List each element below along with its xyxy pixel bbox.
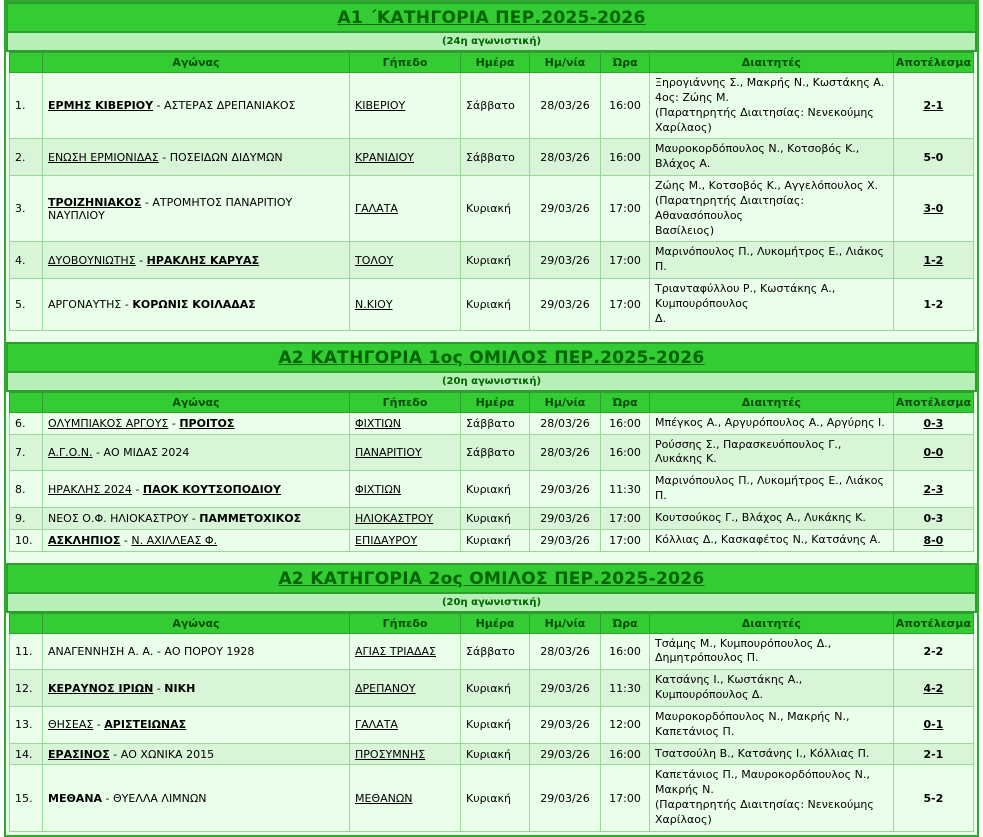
venue-cell (350, 279, 461, 331)
home-team[interactable]: ΕΝΩΣΗ ΕΡΜΙΟΝΙΔΑΣ (48, 150, 159, 164)
referees-cell (650, 242, 894, 279)
row-number: 2. (10, 139, 43, 176)
column-header-4: Ημ/νία (530, 613, 601, 633)
away-team[interactable]: ΑΟ ΧΩΝΙΚΑ 2015 (120, 747, 215, 761)
home-team[interactable]: ΗΡΑΚΛΗΣ 2024 (48, 482, 132, 496)
time-cell: 12:00 (601, 706, 650, 743)
referees-cell (650, 73, 894, 139)
venue-cell (350, 242, 461, 279)
referees-cell (650, 670, 894, 707)
column-header-5: Ώρα (601, 613, 650, 633)
referee-line: Μπέγκος Α., Αργυρόπουλος Α., Αργύρης Ι. (655, 415, 885, 429)
referee-line: Ζώης Μ., Κοτσοβός Κ., Αγγελόπουλος Χ. (655, 179, 878, 193)
row-number: 8. (10, 471, 43, 508)
column-header-0 (10, 53, 43, 73)
venue-link[interactable]: ΓΑΛΑΤΑ (355, 202, 398, 216)
row-number: 6. (10, 412, 43, 434)
home-team[interactable]: ΟΛΥΜΠΙΑΚΟΣ ΑΡΓΟΥΣ (48, 416, 169, 430)
referees-cell (650, 765, 894, 831)
venue-link[interactable]: ΦΙΧΤΙΩΝ (355, 416, 402, 430)
result-value: 2-3 (923, 482, 944, 496)
home-team[interactable]: ΕΡΑΣΙΝΟΣ (48, 747, 110, 761)
day-cell: Κυριακή (461, 507, 530, 529)
home-team[interactable]: ΕΡΜΗΣ ΚΙΒΕΡΙΟΥ (48, 99, 154, 113)
venue-link[interactable]: Ν.ΚΙΟΥ (355, 297, 393, 311)
column-header-2: Γήπεδο (350, 613, 461, 633)
day-cell: Κυριακή (461, 529, 530, 551)
referees-cell (650, 529, 894, 551)
result-value: 0-3 (923, 416, 944, 430)
time-cell: 16:00 (601, 434, 650, 471)
results-table (9, 52, 974, 331)
venue-link[interactable]: ΗΛΙΟΚΑΣΤΡΟΥ (355, 511, 434, 525)
team-separator: - (121, 297, 133, 311)
result-cell (893, 743, 973, 765)
result-value: 5-0 (923, 150, 944, 164)
column-header-3: Ημέρα (461, 53, 530, 73)
result-value: 2-2 (923, 644, 944, 658)
date-cell: 29/03/26 (530, 706, 601, 743)
home-team[interactable]: ΑΣΚΛΗΠΙΟΣ (48, 533, 121, 547)
column-header-7: Αποτέλεσμα (893, 53, 973, 73)
match-cell (43, 242, 350, 279)
referee-line: (Παρατηρητής Διαιτησίας: Νενεκούμης Χαρίλαος) (655, 798, 874, 826)
results-table (9, 392, 974, 552)
referee-line: 4ος: Ζώης Μ. (655, 90, 730, 104)
row-number: 12. (10, 670, 43, 707)
team-separator: - (109, 747, 121, 761)
referees-cell (650, 139, 894, 176)
home-team[interactable]: ΜΕΘΑΝΑ (48, 791, 103, 805)
day-cell: Κυριακή (461, 670, 530, 707)
result-value: 1-2 (923, 297, 944, 311)
venue-cell (350, 507, 461, 529)
result-cell (893, 279, 973, 331)
result-cell (893, 139, 973, 176)
row-number: 1. (10, 73, 43, 139)
team-separator: - (158, 150, 170, 164)
column-header-4: Ημ/νία (530, 53, 601, 73)
row-number: 3. (10, 176, 43, 242)
day-cell: Κυριακή (461, 279, 530, 331)
result-cell (893, 706, 973, 743)
section-title-text: Α2 ΚΑΤΗΓΟΡΙΑ 1ος ΟΜΙΛΟΣ ΠΕΡ.2025-2026 (278, 347, 705, 368)
result-value: 0-0 (923, 445, 944, 459)
referee-line: Μαρινόπουλος Π., Λυκομήτρος Ε., Λιάκος Π. (655, 474, 884, 503)
result-cell (893, 529, 973, 551)
away-team[interactable]: ΘΥΕΛΛΑ ΛΙΜΝΩΝ (113, 791, 207, 805)
referee-line: (Παρατηρητής Διαιτησίας: Αθανασόπουλος (655, 193, 805, 222)
date-cell: 29/03/26 (530, 670, 601, 707)
matchday-label: (20η αγωνιστική) (6, 594, 977, 613)
venue-cell (350, 633, 461, 670)
referees-cell (650, 412, 894, 434)
time-cell: 11:30 (601, 471, 650, 508)
table-row (10, 139, 974, 176)
date-cell: 28/03/26 (530, 73, 601, 139)
section-title-text: Α2 ΚΑΤΗΓΟΡΙΑ 2ος ΟΜΙΛΟΣ ΠΕΡ.2025-2026 (278, 568, 705, 589)
result-cell (893, 176, 973, 242)
home-team[interactable]: ΑΡΓΟΝΑΥΤΗΣ (48, 297, 122, 311)
venue-link[interactable]: ΦΙΧΤΙΩΝ (355, 482, 402, 496)
result-value: 5-2 (923, 791, 944, 805)
home-team[interactable]: ΘΗΣΕΑΣ (48, 718, 94, 732)
match-cell (43, 743, 350, 765)
table-row (10, 73, 974, 139)
referees-cell (650, 743, 894, 765)
column-header-7: Αποτέλεσμα (893, 392, 973, 412)
result-cell (893, 412, 973, 434)
referee-line: Ρούσσης Σ., Παρασκευόπουλος Γ., Λυκάκης Κ. (655, 437, 842, 466)
match-cell (43, 73, 350, 139)
date-cell: 28/03/26 (530, 434, 601, 471)
match-cell (43, 139, 350, 176)
table-header-row (10, 53, 974, 73)
venue-cell (350, 434, 461, 471)
column-header-5: Ώρα (601, 392, 650, 412)
venue-cell (350, 73, 461, 139)
time-cell: 16:00 (601, 412, 650, 434)
away-team[interactable]: Ν. ΑΧΙΛΛΕΑΣ Φ. (131, 533, 218, 547)
referees-cell (650, 434, 894, 471)
result-cell (893, 670, 973, 707)
table-row (10, 529, 974, 551)
date-cell: 29/03/26 (530, 765, 601, 831)
column-header-0 (10, 613, 43, 633)
away-team[interactable]: ΠΑΟΚ ΚΟΥΤΣΟΠΟΔΙΟΥ (142, 482, 281, 496)
team-separator: - (153, 681, 165, 695)
team-separator: - (92, 445, 104, 459)
league-section (6, 563, 977, 835)
row-number: 14. (10, 743, 43, 765)
row-number: 4. (10, 242, 43, 279)
table-row (10, 279, 974, 331)
result-cell (893, 471, 973, 508)
day-cell: Κυριακή (461, 706, 530, 743)
column-header-2: Γήπεδο (350, 53, 461, 73)
referee-line: Καπετάνιος Π., Μαυροκορδόπουλος Ν., Μακρής Ν. (655, 768, 870, 797)
away-team[interactable]: ΝΙΚΗ (164, 681, 196, 695)
away-team[interactable]: ΑΟ ΜΙΔΑΣ 2024 (103, 445, 190, 459)
table-row (10, 412, 974, 434)
table-row (10, 706, 974, 743)
date-cell: 28/03/26 (530, 412, 601, 434)
result-value: 0-1 (923, 718, 944, 732)
venue-link[interactable]: ΚΙΒΕΡΙΟΥ (355, 99, 406, 113)
referees-cell (650, 471, 894, 508)
venue-cell (350, 176, 461, 242)
column-header-1: Αγώνας (43, 613, 350, 633)
away-team[interactable]: ΠΡΟΙΤΟΣ (179, 416, 235, 430)
team-separator: - (188, 511, 200, 525)
referees-cell (650, 633, 894, 670)
match-cell (43, 529, 350, 551)
league-section (6, 2, 977, 334)
time-cell: 11:30 (601, 670, 650, 707)
match-cell (43, 412, 350, 434)
column-header-1: Αγώνας (43, 53, 350, 73)
date-cell: 29/03/26 (530, 507, 601, 529)
venue-cell (350, 139, 461, 176)
row-number: 11. (10, 633, 43, 670)
venue-link[interactable]: ΕΠΙΔΑΥΡΟΥ (355, 533, 418, 547)
referee-line: Τσατσούλη Β., Κατσάνης Ι., Κόλλιας Π. (655, 746, 870, 760)
result-cell (893, 633, 973, 670)
team-separator: - (168, 416, 180, 430)
row-number: 5. (10, 279, 43, 331)
column-header-2: Γήπεδο (350, 392, 461, 412)
table-row (10, 507, 974, 529)
team-separator: - (141, 195, 153, 209)
referee-line: Τριανταφύλλου Ρ., Κωστάκης Α., Κυμπουρόπουλος (655, 282, 836, 310)
sections-container (6, 2, 977, 835)
result-cell (893, 73, 973, 139)
result-cell (893, 434, 973, 471)
referee-line: Ξηρογιάννης Σ., Μακρής Ν., Κωστάκης Α. (655, 76, 885, 89)
results-page (4, 0, 979, 837)
home-team[interactable]: ΝΕΟΣ Ο.Φ. ΗΛΙΟΚΑΣΤΡΟΥ (48, 511, 189, 525)
match-cell (43, 176, 350, 242)
result-cell (893, 765, 973, 831)
referee-line: (Παρατηρητής Διαιτησίας: Νενεκούμης Χαρίλαος) (655, 105, 874, 134)
venue-cell (350, 706, 461, 743)
section-title (6, 342, 977, 373)
date-cell: 29/03/26 (530, 471, 601, 508)
result-value: 8-0 (923, 533, 944, 547)
day-cell: Σάββατο (461, 434, 530, 471)
day-cell: Κυριακή (461, 743, 530, 765)
venue-link[interactable]: ΚΡΑΝΙΔΙΟΥ (355, 150, 414, 164)
venue-link[interactable]: ΓΑΛΑΤΑ (355, 718, 398, 732)
time-cell: 16:00 (601, 633, 650, 670)
column-header-6: Διαιτητές (650, 392, 894, 412)
referees-cell (650, 706, 894, 743)
time-cell: 17:00 (601, 176, 650, 242)
away-team[interactable]: ΑΣΤΕΡΑΣ ΔΡΕΠΑΝΙΑΚΟΣ (164, 99, 296, 113)
venue-cell (350, 743, 461, 765)
time-cell: 17:00 (601, 529, 650, 551)
result-value: 2-1 (923, 99, 944, 113)
venue-link[interactable]: ΤΟΛΟΥ (355, 253, 394, 267)
date-cell: 29/03/26 (530, 242, 601, 279)
date-cell: 28/03/26 (530, 633, 601, 670)
table-row (10, 743, 974, 765)
team-separator: - (135, 253, 147, 267)
table-row (10, 434, 974, 471)
result-value: 0-3 (923, 511, 944, 525)
table-row (10, 176, 974, 242)
referees-cell (650, 176, 894, 242)
column-header-4: Ημ/νία (530, 392, 601, 412)
column-header-3: Ημέρα (461, 613, 530, 633)
match-cell (43, 507, 350, 529)
section-spacer (6, 334, 977, 342)
referee-line: Κόλλιας Δ., Κασκαφέτος Ν., Κατσάνης Α. (655, 532, 881, 546)
date-cell: 29/03/26 (530, 529, 601, 551)
date-cell: 28/03/26 (530, 139, 601, 176)
table-header-row (10, 613, 974, 633)
column-header-0 (10, 392, 43, 412)
venue-cell (350, 412, 461, 434)
venue-cell (350, 471, 461, 508)
day-cell: Κυριακή (461, 765, 530, 831)
match-cell (43, 706, 350, 743)
time-cell: 16:00 (601, 743, 650, 765)
date-cell: 29/03/26 (530, 176, 601, 242)
matchday-label: (24η αγωνιστική) (6, 33, 977, 52)
referee-line: Μαυροκορδόπουλος Ν., Κοτσοβός Κ., Βλάχος Α. (655, 142, 860, 171)
section-title-text: Α1 ΄ΚΑΤΗΓΟΡΙΑ ΠΕΡ.2025-2026 (337, 8, 646, 28)
time-cell: 17:00 (601, 507, 650, 529)
home-team[interactable]: ΔΥΟΒΟΥΝΙΩΤΗΣ (48, 253, 136, 267)
section-title (6, 563, 977, 594)
match-cell (43, 670, 350, 707)
match-cell (43, 765, 350, 831)
table-row (10, 670, 974, 707)
day-cell: Σάββατο (461, 412, 530, 434)
section-spacer (6, 555, 977, 563)
table-row (10, 471, 974, 508)
day-cell: Κυριακή (461, 471, 530, 508)
away-team[interactable]: ΗΡΑΚΛΗΣ ΚΑΡΥΑΣ (146, 253, 260, 267)
table-row (10, 242, 974, 279)
match-cell (43, 279, 350, 331)
match-cell (43, 471, 350, 508)
results-table (9, 613, 974, 832)
column-header-7: Αποτέλεσμα (893, 613, 973, 633)
table-row (10, 633, 974, 670)
match-cell (43, 434, 350, 471)
away-team[interactable]: ΑΤΡΟΜΗΤΟΣ ΠΑΝΑΡΙΤΙΟΥ ΝΑΥΠΛΙΟΥ (48, 195, 293, 222)
team-separator: - (153, 99, 165, 113)
result-value: 1-2 (923, 253, 944, 267)
referee-line: Βασίλειος) (655, 223, 715, 237)
matchday-label: (20η αγωνιστική) (6, 373, 977, 392)
row-number: 10. (10, 529, 43, 551)
team-separator: - (153, 644, 165, 658)
row-number: 9. (10, 507, 43, 529)
venue-link[interactable]: ΠΡΟΣΥΜΝΗΣ (355, 747, 426, 761)
result-value: 2-1 (923, 747, 944, 761)
team-separator: - (120, 533, 132, 547)
time-cell: 17:00 (601, 765, 650, 831)
column-header-3: Ημέρα (461, 392, 530, 412)
team-separator: - (131, 482, 143, 496)
venue-link[interactable]: ΜΕΘΑΝΩΝ (355, 791, 413, 805)
away-team[interactable]: ΑΟ ΠΟΡΟΥ 1928 (164, 644, 255, 658)
venue-link[interactable]: ΔΡΕΠΑΝΟΥ (355, 681, 416, 695)
venue-link[interactable]: ΑΓΙΑΣ ΤΡΙΑΔΑΣ (355, 644, 436, 658)
venue-link[interactable]: ΠΑΝΑΡΙΤΙΟΥ (355, 445, 422, 459)
day-cell: Κυριακή (461, 176, 530, 242)
table-header-row (10, 392, 974, 412)
referee-line: Τσάμης Μ., Κυμπουρόπουλος Δ., Δημητρόπουλος Π. (655, 636, 832, 665)
away-team[interactable]: ΑΡΙΣΤΕΙΩΝΑΣ (104, 718, 187, 732)
away-team[interactable]: ΠΟΣΕΙΔΩΝ ΔΙΔΥΜΩΝ (169, 150, 283, 164)
venue-cell (350, 765, 461, 831)
table-row (10, 765, 974, 831)
day-cell: Σάββατο (461, 139, 530, 176)
result-cell (893, 507, 973, 529)
day-cell: Κυριακή (461, 242, 530, 279)
referee-line: Κουτσούκος Γ., Βλάχος Α., Λυκάκης Κ. (655, 510, 866, 524)
home-team[interactable]: ΑΝΑΓΕΝΝΗΣΗ Α. Α. (48, 644, 154, 658)
column-header-1: Αγώνας (43, 392, 350, 412)
time-cell: 16:00 (601, 73, 650, 139)
referee-line: Δ. (655, 311, 667, 325)
home-team[interactable]: Α.Γ.Ο.Ν. (48, 445, 93, 459)
league-section (6, 342, 977, 555)
time-cell: 17:00 (601, 242, 650, 279)
result-value: 4-2 (923, 681, 944, 695)
column-header-6: Διαιτητές (650, 613, 894, 633)
team-separator: - (102, 791, 114, 805)
referees-cell (650, 507, 894, 529)
venue-cell (350, 529, 461, 551)
date-cell: 29/03/26 (530, 279, 601, 331)
team-separator: - (93, 718, 105, 732)
home-team[interactable]: ΤΡΟΙΖΗΝΙΑΚΟΣ (48, 195, 142, 209)
row-number: 13. (10, 706, 43, 743)
referee-line: Μαρινόπουλος Π., Λυκομήτρος Ε., Λιάκος Π. (655, 245, 884, 274)
referees-cell (650, 279, 894, 331)
day-cell: Σάββατο (461, 633, 530, 670)
column-header-6: Διαιτητές (650, 53, 894, 73)
time-cell: 16:00 (601, 139, 650, 176)
match-cell (43, 633, 350, 670)
result-cell (893, 242, 973, 279)
row-number: 15. (10, 765, 43, 831)
away-team[interactable]: ΠΑΜΜΕΤΟΧΙΚΟΣ (199, 511, 302, 525)
result-value: 3-0 (923, 202, 944, 216)
column-header-5: Ώρα (601, 53, 650, 73)
venue-cell (350, 670, 461, 707)
referee-line: Κατσάνης Ι., Κωστάκης Α., Κυμπουρόπουλος Δ. (655, 673, 803, 702)
date-cell: 29/03/26 (530, 743, 601, 765)
row-number: 7. (10, 434, 43, 471)
section-title (6, 2, 977, 33)
referee-line: Μαυροκορδόπουλος Ν., Μακρής Ν., Καπετάνιος Π. (655, 709, 850, 738)
home-team[interactable]: ΚΕΡΑΥΝΟΣ ΙΡΙΩΝ (48, 681, 154, 695)
day-cell: Σάββατο (461, 73, 530, 139)
away-team[interactable]: ΚΟΡΩΝΙΣ ΚΟΙΛΑΔΑΣ (132, 297, 256, 311)
time-cell: 17:00 (601, 279, 650, 331)
